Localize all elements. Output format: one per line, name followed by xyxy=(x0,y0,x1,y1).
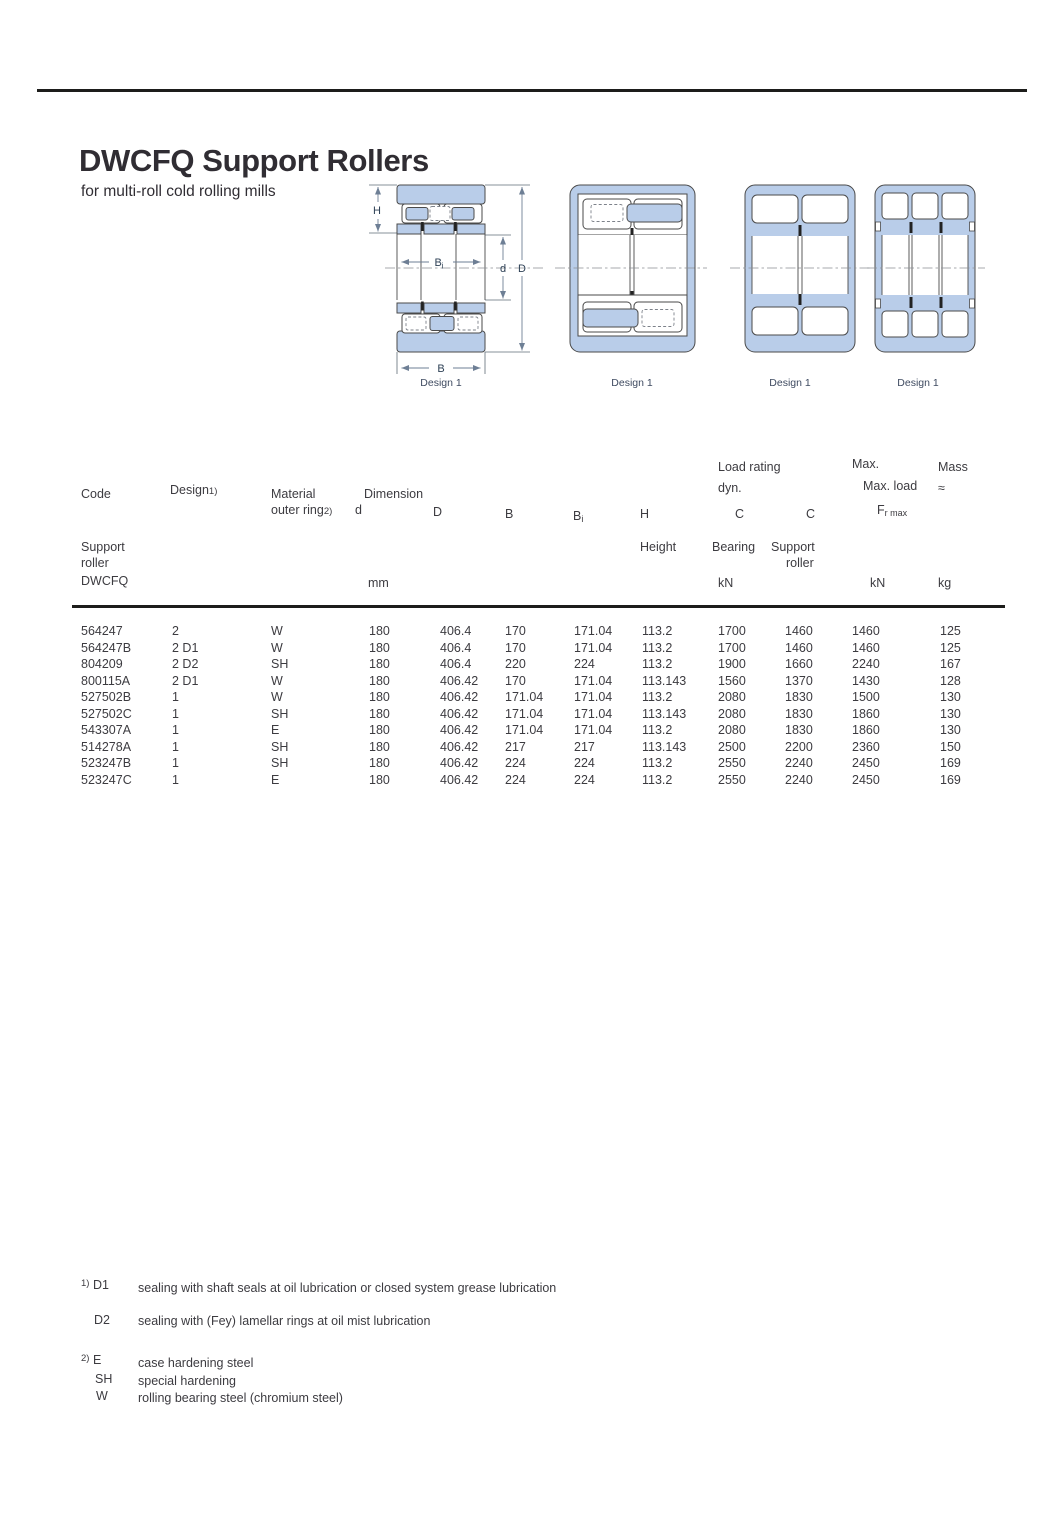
cell-Bi: 224 xyxy=(574,772,595,787)
cell-D: 406.42 xyxy=(440,690,479,704)
cell-mass: 128 xyxy=(940,673,961,688)
cell-Bi: 217 xyxy=(574,739,595,754)
cell-mass: 169 xyxy=(940,756,961,770)
table-row xyxy=(81,641,1021,658)
diagram-design1-c xyxy=(745,185,855,352)
cell-c-bearing: 1560 xyxy=(718,673,746,688)
cell-B: 170 xyxy=(505,673,526,688)
cell-d: 180 xyxy=(369,657,390,671)
cell-code: 564247 xyxy=(81,624,123,638)
cell-c-bearing: 2500 xyxy=(718,739,746,754)
cell-code: 564247B xyxy=(81,640,132,655)
series-label: DWCFQ xyxy=(81,574,129,588)
cell-D: 406.42 xyxy=(440,723,479,737)
cell-B: 171.04 xyxy=(505,690,544,704)
footnote-code: W xyxy=(96,1389,108,1403)
cell-design: 1 xyxy=(172,739,179,754)
footnote-code: SH xyxy=(95,1372,113,1386)
cell-fr-max: 1860 xyxy=(852,723,880,737)
footnote-code: D2 xyxy=(94,1313,110,1327)
cell-B: 171.04 xyxy=(505,723,544,737)
cell-D: 406.42 xyxy=(440,739,479,754)
table-row xyxy=(81,756,1021,773)
footnote-text: sealing with shaft seals at oil lubrication or closed system grease lubrication xyxy=(138,1281,557,1295)
cell-material: W xyxy=(271,640,283,655)
cell-Bi: 171.04 xyxy=(574,624,613,638)
cell-H: 113.143 xyxy=(642,673,687,688)
cell-fr-max: 1430 xyxy=(852,673,880,688)
cell-code: 527502B xyxy=(81,690,132,704)
diagram-caption: Design 1 xyxy=(611,377,653,389)
cell-design: 2 D1 xyxy=(172,640,199,655)
diagram-design1-b xyxy=(570,185,695,352)
cell-c-bearing: 2080 xyxy=(718,690,746,704)
cell-fr-max: 1460 xyxy=(852,640,880,655)
header-max: Max. xyxy=(852,457,880,471)
cell-H: 113.2 xyxy=(642,690,673,704)
cell-material: E xyxy=(271,772,280,787)
cell-d: 180 xyxy=(369,739,390,754)
table-row xyxy=(81,657,1021,674)
cell-design: 2 xyxy=(172,624,179,638)
header-dyn: dyn. xyxy=(718,481,742,495)
cell-c-bearing: 1700 xyxy=(718,640,746,655)
label-d: d xyxy=(499,263,507,275)
header-mass-approx: ≈ xyxy=(938,481,945,495)
cell-fr-max: 1860 xyxy=(852,706,880,721)
cell-c-bearing: 1700 xyxy=(718,624,746,638)
cell-material: W xyxy=(271,624,283,638)
cell-Bi: 224 xyxy=(574,756,595,770)
cell-B: 224 xyxy=(505,756,526,770)
cell-fr-max: 1500 xyxy=(852,690,880,704)
cell-d: 180 xyxy=(369,673,390,688)
diagram-caption: Design 1 xyxy=(769,377,811,389)
unit-mm: mm xyxy=(368,576,389,590)
table-row xyxy=(81,740,1021,757)
cell-fr-max: 2450 xyxy=(852,756,880,770)
diagram-caption: Design 1 xyxy=(420,377,462,389)
cell-c-bearing: 1900 xyxy=(718,657,746,671)
cell-design: 1 xyxy=(172,723,179,737)
cell-mass: 169 xyxy=(940,772,961,787)
cell-mass: 130 xyxy=(940,706,961,721)
cell-c-support: 1660 xyxy=(785,657,813,671)
cell-material: SH xyxy=(271,756,289,770)
cell-mass: 125 xyxy=(940,640,961,655)
cell-material: E xyxy=(271,723,280,737)
cell-c-support: 1830 xyxy=(785,706,813,721)
footnote-text: special hardening xyxy=(138,1374,236,1388)
cell-H: 113.2 xyxy=(642,657,673,671)
subheader-support: Support xyxy=(81,540,125,554)
cell-design: 2 D2 xyxy=(172,657,199,671)
header-col-C-bearing: C xyxy=(735,507,745,521)
diagram-caption: Design 1 xyxy=(897,377,939,389)
cell-Bi: 171.04 xyxy=(574,640,613,655)
cell-H: 113.143 xyxy=(642,706,687,721)
page-subtitle: for multi-roll cold rolling mills xyxy=(81,183,276,200)
cell-c-support: 1830 xyxy=(785,723,813,737)
header-material: Material xyxy=(271,487,316,501)
subheader-bearing: Bearing xyxy=(712,540,756,554)
cell-material: W xyxy=(271,673,283,688)
cell-code: 523247B xyxy=(81,756,132,770)
table-row xyxy=(81,773,1021,790)
header-col-H: H xyxy=(640,507,650,521)
table-row xyxy=(81,723,1021,740)
cell-D: 406.42 xyxy=(440,772,479,787)
footnote-text: case hardening steel xyxy=(138,1356,254,1370)
cell-fr-max: 2360 xyxy=(852,739,880,754)
footnote-1-d1 xyxy=(81,1278,109,1292)
bearing-diagrams xyxy=(355,178,1025,393)
footnote-2-e xyxy=(81,1353,101,1367)
cell-c-support: 2240 xyxy=(785,772,813,787)
table-header-rule xyxy=(72,605,1005,608)
header-col-d: d xyxy=(355,503,362,517)
header-col-Bi: $B_i$ xyxy=(573,509,584,524)
header-outer-ring: outer ring2) xyxy=(271,503,333,517)
diagram-design1-a xyxy=(369,185,530,374)
cell-Bi: 224 xyxy=(574,657,595,671)
header-dimension: Dimension xyxy=(364,487,424,501)
cell-c-bearing: 2080 xyxy=(718,706,746,721)
footnote-text: rolling bearing steel (chromium steel) xyxy=(138,1391,343,1405)
cell-material: SH xyxy=(271,739,289,754)
cell-c-support: 1460 xyxy=(785,640,813,655)
label-Bi: $B_i$ xyxy=(434,257,444,271)
cell-H: 113.2 xyxy=(642,723,673,737)
cell-B: 170 xyxy=(505,624,526,638)
page-title: DWCFQ Support Rollers xyxy=(79,143,429,178)
top-rule xyxy=(37,89,1027,92)
label-B: B xyxy=(437,363,445,375)
cell-mass: 150 xyxy=(940,739,961,754)
footnote-code: D1 xyxy=(92,1278,109,1292)
cell-design: 2 D1 xyxy=(172,673,199,688)
header-col-Frmax: $F_{r max}$ xyxy=(877,503,908,518)
cell-c-bearing: 2550 xyxy=(718,756,746,770)
cell-design: 1 xyxy=(172,756,179,770)
cell-Bi: 171.04 xyxy=(574,690,613,704)
header-mass: Mass xyxy=(938,460,968,474)
cell-material: SH xyxy=(271,657,289,671)
header-col-D: D xyxy=(433,505,443,519)
cell-D: 406.42 xyxy=(440,706,479,721)
cell-D: 406.42 xyxy=(440,673,479,688)
cell-fr-max: 2240 xyxy=(852,657,880,671)
footnote-code: E xyxy=(92,1353,102,1367)
cell-H: 113.2 xyxy=(642,756,673,770)
cell-d: 180 xyxy=(369,756,390,770)
cell-H: 113.2 xyxy=(642,640,673,655)
cell-fr-max: 1460 xyxy=(852,624,880,638)
cell-H: 113.2 xyxy=(642,772,673,787)
cell-c-support: 1830 xyxy=(785,690,813,704)
header-max-load: Max. load xyxy=(863,479,918,493)
unit-kn-2: kN xyxy=(870,576,886,590)
footnote-marker-1: 1) xyxy=(81,1278,90,1289)
cell-D: 406.42 xyxy=(440,756,479,770)
cell-d: 180 xyxy=(369,640,390,655)
header-design: Design1) xyxy=(170,483,218,497)
footnote-text: sealing with (Fey) lamellar rings at oil mist lubrication xyxy=(138,1314,431,1328)
cell-c-support: 2240 xyxy=(785,756,813,770)
cell-H: 113.143 xyxy=(642,739,687,754)
cell-mass: 125 xyxy=(940,624,961,638)
cell-Bi: 171.04 xyxy=(574,723,613,737)
unit-kg: kg xyxy=(938,576,952,590)
cell-d: 180 xyxy=(369,772,390,787)
cell-B: 170 xyxy=(505,640,526,655)
cell-code: 523247C xyxy=(81,772,132,787)
subheader-support2: Support xyxy=(771,540,815,554)
cell-c-support: 1370 xyxy=(785,673,813,688)
cell-code: 543307A xyxy=(81,723,132,737)
cell-H: 113.2 xyxy=(642,624,673,638)
subheader-roller2: roller xyxy=(786,556,814,570)
cell-design: 1 xyxy=(172,690,179,704)
header-load-rating: Load rating xyxy=(718,460,781,474)
cell-code: 514278A xyxy=(81,739,132,754)
footnote-marker-2: 2) xyxy=(81,1353,90,1364)
cell-design: 1 xyxy=(172,706,179,721)
cell-Bi: 171.04 xyxy=(574,673,613,688)
cell-d: 180 xyxy=(369,690,390,704)
subheader-roller: roller xyxy=(81,556,109,570)
subheader-height: Height xyxy=(640,540,677,554)
cell-c-support: 2200 xyxy=(785,739,813,754)
cell-mass: 130 xyxy=(940,690,961,704)
cell-Bi: 171.04 xyxy=(574,706,613,721)
cell-D: 406.4 xyxy=(440,640,472,655)
diagram-design1-d xyxy=(875,185,975,352)
header-col-B: B xyxy=(505,507,514,521)
cell-fr-max: 2450 xyxy=(852,772,880,787)
unit-kn-1: kN xyxy=(718,576,734,590)
header-code: Code xyxy=(81,487,111,501)
cell-material: W xyxy=(271,690,283,704)
label-D: D xyxy=(518,263,526,275)
cell-B: 220 xyxy=(505,657,526,671)
cell-material: SH xyxy=(271,706,289,721)
cell-code: 527502C xyxy=(81,706,132,721)
table-row xyxy=(81,674,1021,691)
header-col-C-support: C xyxy=(806,507,816,521)
cell-mass: 167 xyxy=(940,657,961,671)
table-body xyxy=(81,624,1021,789)
label-H: H xyxy=(373,205,381,217)
cell-d: 180 xyxy=(369,624,390,638)
cell-D: 406.4 xyxy=(440,624,472,638)
table-row xyxy=(81,707,1021,724)
cell-B: 224 xyxy=(505,772,526,787)
cell-design: 1 xyxy=(172,772,179,787)
cell-B: 171.04 xyxy=(505,706,544,721)
cell-code: 800115A xyxy=(81,673,131,688)
cell-code: 804209 xyxy=(81,657,123,671)
cell-d: 180 xyxy=(369,706,390,721)
table-row xyxy=(81,690,1021,707)
cell-c-bearing: 2080 xyxy=(718,723,746,737)
cell-B: 217 xyxy=(505,739,526,754)
cell-c-bearing: 2550 xyxy=(718,772,746,787)
cell-D: 406.4 xyxy=(440,657,472,671)
cell-d: 180 xyxy=(369,723,390,737)
cell-mass: 130 xyxy=(940,723,961,737)
cell-c-support: 1460 xyxy=(785,624,813,638)
table-row xyxy=(81,624,1021,641)
